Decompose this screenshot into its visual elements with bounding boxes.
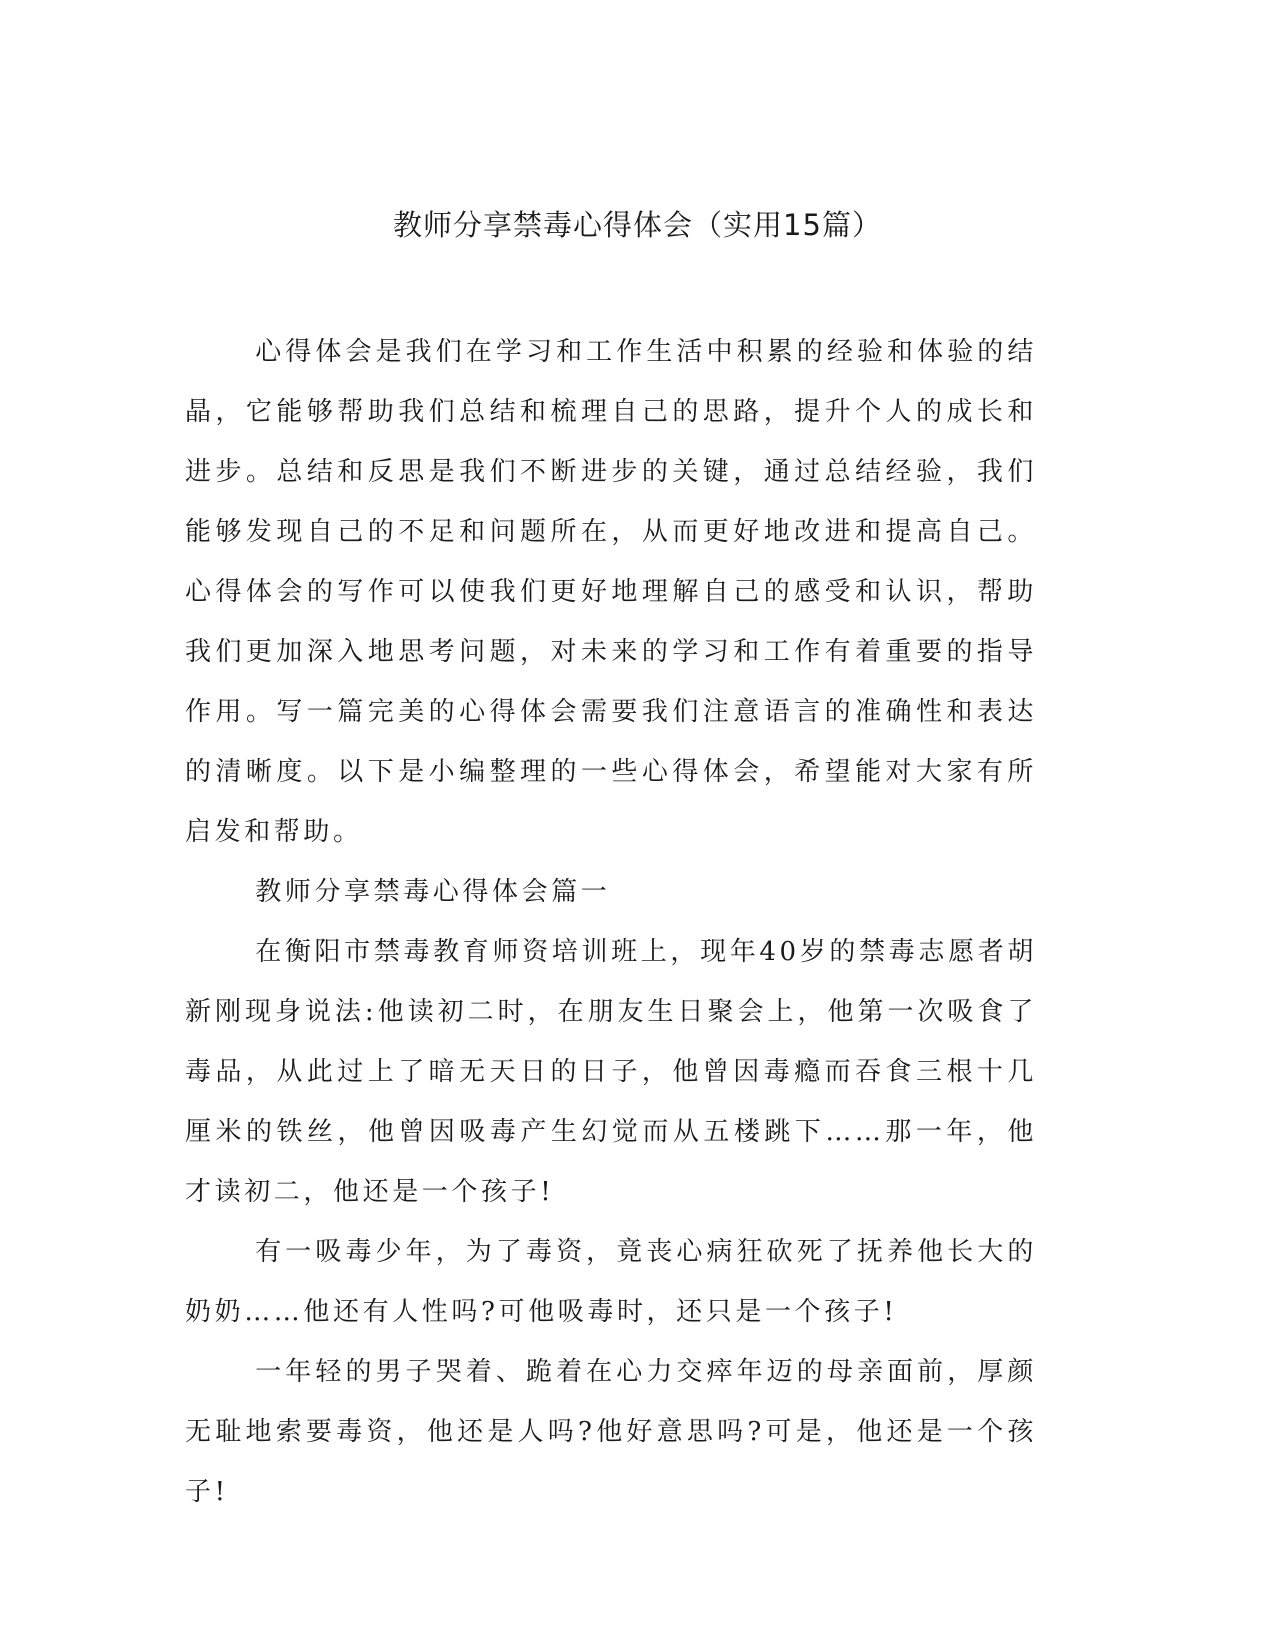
section-heading: 教师分享禁毒心得体会篇一 [255,877,611,907]
body-paragraph: 有一吸毒少年，为了毒资，竟丧心病狂砍死了抚养他长大的奶奶……他还有人性吗?可他吸毒时，还只是一个孩子! [185,1237,1037,1327]
body-paragraph: 一年轻的男子哭着、跪着在心力交瘁年迈的母亲面前，厚颜无耻地索要毒资，他还是人吗?他好意思吗?可是，他还是一个孩子! [185,1357,1037,1507]
intro-paragraph: 心得体会是我们在学习和工作生活中积累的经验和体验的结晶，它能够帮助我们总结和梳理自己的思路，提升个人的成长和进步。总结和反思是我们不断进步的关键，通过总结经验，我们能够发现自己的不足和问题所在，从而更好地改进和提高自己。心得体会的写作可以使我们更好地理解自己的感受和认识，帮助我们更加深入地思考问题，对未来的学习和工作有着重要的指导作用。写一篇完美的心得体会需要我们注意语言的准确性和表达的清晰度。以下是小编整理的一些心得体会，希望能对大家有所启发和帮助。 [185,337,1037,847]
document-title: 教师分享禁毒心得体会（实用15篇） [393,208,882,242]
body-paragraph: 在衡阳市禁毒教育师资培训班上，现年40岁的禁毒志愿者胡新刚现身说法:他读初二时，在朋友生日聚会上，他第一次吸食了毒品，从此过上了暗无天日的日子，他曾因毒瘾而吞食三根十几厘米的铁丝，他曾因吸毒产生幻觉而从五楼跳下……那一年，他才读初二，他还是一个孩子! [185,937,1037,1207]
document-body [185,322,1037,1522]
